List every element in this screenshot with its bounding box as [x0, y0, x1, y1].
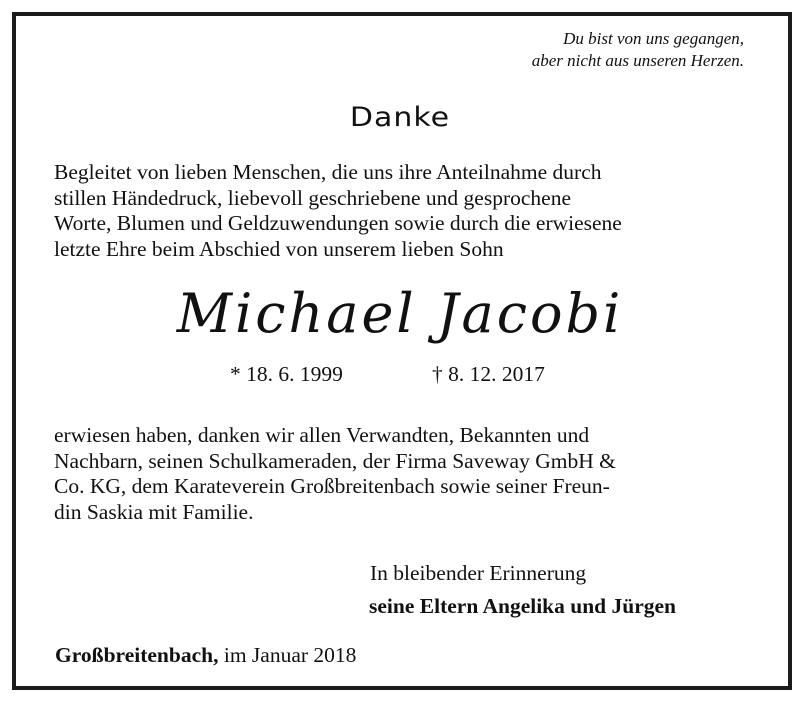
thanks-line: Nachbarn, seinen Schulkameraden, der Firma Saveway GmbH &	[54, 448, 616, 473]
motto-line-1: Du bist von uns gegangen,	[563, 29, 744, 48]
intro-line: stillen Händedruck, liebevoll geschriebene und gesprochene	[54, 185, 572, 210]
deceased-name: Michael Jacobi	[176, 282, 624, 345]
heading-danke: Danke	[349, 101, 451, 134]
thanks-line: erwiesen haben, danken wir allen Verwandten, Bekannten und	[54, 423, 590, 447]
motto	[532, 28, 744, 72]
birth-date: * 18. 6. 1999	[230, 362, 343, 386]
date: im Januar 2018	[223, 643, 357, 667]
intro-line: Worte, Blumen und Geldzuwendungen sowie durch die erwiesene	[54, 211, 622, 235]
death-date: † 8. 12. 2017	[432, 362, 545, 386]
intro-paragraph	[54, 160, 754, 262]
thanks-line: din Saskia mit Familie.	[54, 499, 254, 524]
motto-line-2: aber nicht aus unseren Herzen.	[531, 51, 744, 70]
place-date	[55, 643, 356, 668]
intro-line: Begleitet von lieben Menschen, die uns ihre Anteilnahme durch	[54, 160, 602, 184]
place: Großbreitenbach,	[55, 643, 219, 667]
intro-line: letzte Ehre beim Abschied von unserem lieben Sohn	[54, 236, 504, 261]
remembrance-line: In bleibender Erinnerung	[370, 561, 587, 585]
thanks-paragraph	[54, 423, 754, 525]
thanks-line: Co. KG, dem Karateverein Großbreitenbach sowie seiner Freun-	[54, 474, 610, 498]
signature: seine Eltern Angelika und Jürgen	[369, 594, 677, 618]
